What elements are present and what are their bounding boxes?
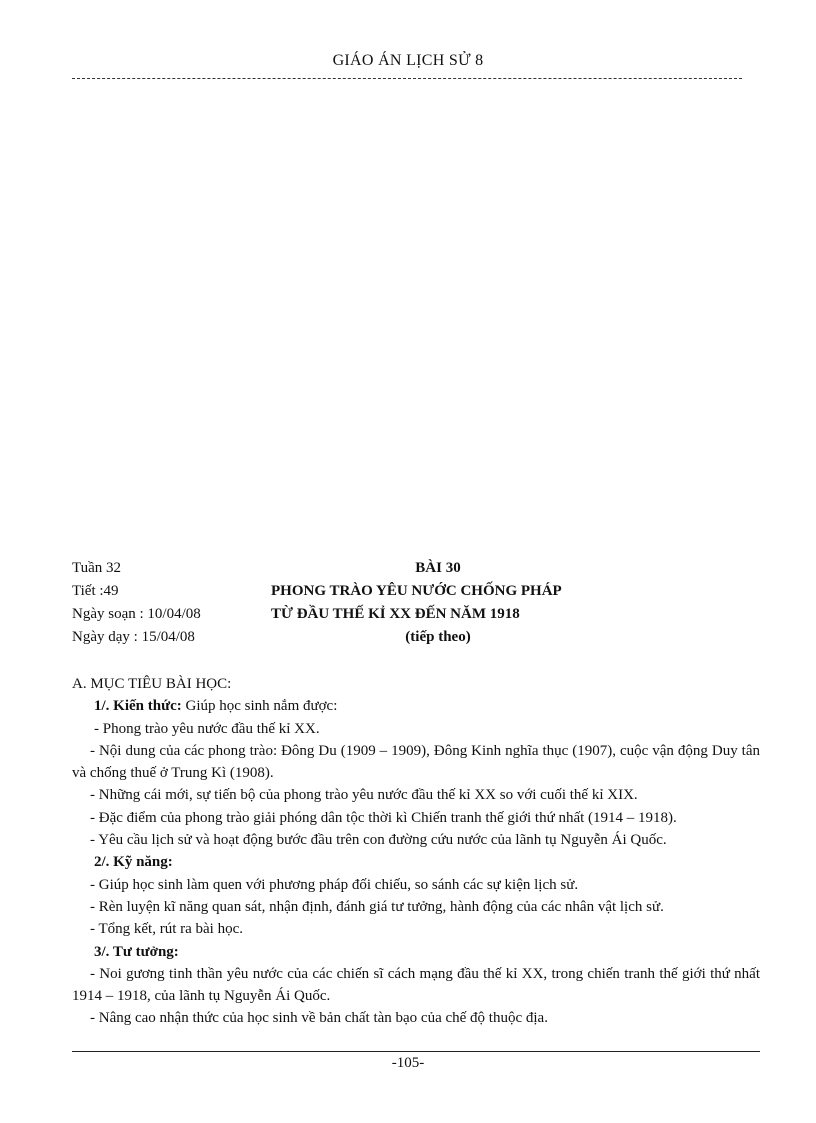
lesson-title-line-2: TỪ ĐẦU THẾ KỈ XX ĐẾN NĂM 1918	[271, 606, 520, 622]
knowledge-item: - Những cái mới, sự tiến bộ của phong trào yêu nước đầu thế kỉ XX so với cuối thế kỉ XIX.	[90, 787, 638, 804]
attitude-item: - Nâng cao nhận thức của học sinh về bản chất tàn bạo của chế độ thuộc địa.	[90, 1010, 548, 1027]
lesson-title-line-1: PHONG TRÀO YÊU NƯỚC CHỐNG PHÁP	[271, 583, 562, 599]
knowledge-label: 1/. Kiến thức:	[94, 698, 182, 715]
skills-item: - Giúp học sinh làm quen với phương pháp đối chiếu, so sánh các sự kiện lịch sử.	[90, 876, 579, 893]
knowledge-item: - Yêu cầu lịch sử và hoạt động bước đầu trên con đường cứu nước của lãnh tụ Nguyễn Ái Quốc.	[90, 832, 667, 849]
knowledge-heading	[72, 695, 760, 717]
prep-date-label: Ngày soạn : 10/04/08	[72, 606, 201, 622]
week-label: Tuần 32	[72, 560, 122, 576]
objectives-heading: A. MỤC TIÊU BÀI HỌC:	[72, 676, 232, 692]
skills-heading: 2/. Kỹ năng:	[94, 854, 173, 871]
lesson-continued-note: (tiếp theo)	[405, 629, 471, 645]
lesson-meta	[72, 557, 201, 649]
skills-item: - Rèn luyện kĩ năng quan sát, nhận định, đánh giá tư tưởng, hành động của các nhân vật lịch sử.	[90, 898, 664, 915]
objectives-section	[72, 673, 760, 1030]
knowledge-item: - Phong trào yêu nước đầu thế kỉ XX.	[94, 720, 320, 737]
header-dashed-divider	[72, 78, 742, 79]
skills-item: - Tổng kết, rút ra bài học.	[90, 921, 244, 938]
page-header-title: GIÁO ÁN LỊCH SỬ 8	[332, 52, 484, 69]
attitude-heading: 3/. Tư tưởng:	[94, 943, 179, 960]
knowledge-item: - Đặc điểm của phong trào giải phóng dân tộc thời kì Chiến tranh thế giới thứ nhất (1914 – 1918).	[90, 809, 677, 826]
attitude-item: - Noi gương tinh thần yêu nước của các chiến sĩ cách mạng đầu thế kỉ XX, trong chiến tranh thế giới thứ nhất 1914 – 1918, của lãnh tụ Nguyễn Ái Quốc.	[72, 965, 760, 1005]
teach-date-label: Ngày dạy : 15/04/08	[72, 629, 195, 645]
page-number: -105-	[391, 1055, 425, 1071]
lesson-title-block	[248, 557, 588, 649]
period-label: Tiết :49	[72, 583, 119, 599]
knowledge-intro: Giúp học sinh nắm được:	[181, 698, 338, 715]
knowledge-item: - Nội dung của các phong trào: Đông Du (1909 – 1909), Đông Kinh nghĩa thục (1907), cuộc vận động Duy tân và chống thuế ở Trung Kì (1908).	[72, 742, 760, 782]
lesson-number: BÀI 30	[415, 560, 461, 576]
footer-divider	[72, 1051, 760, 1052]
